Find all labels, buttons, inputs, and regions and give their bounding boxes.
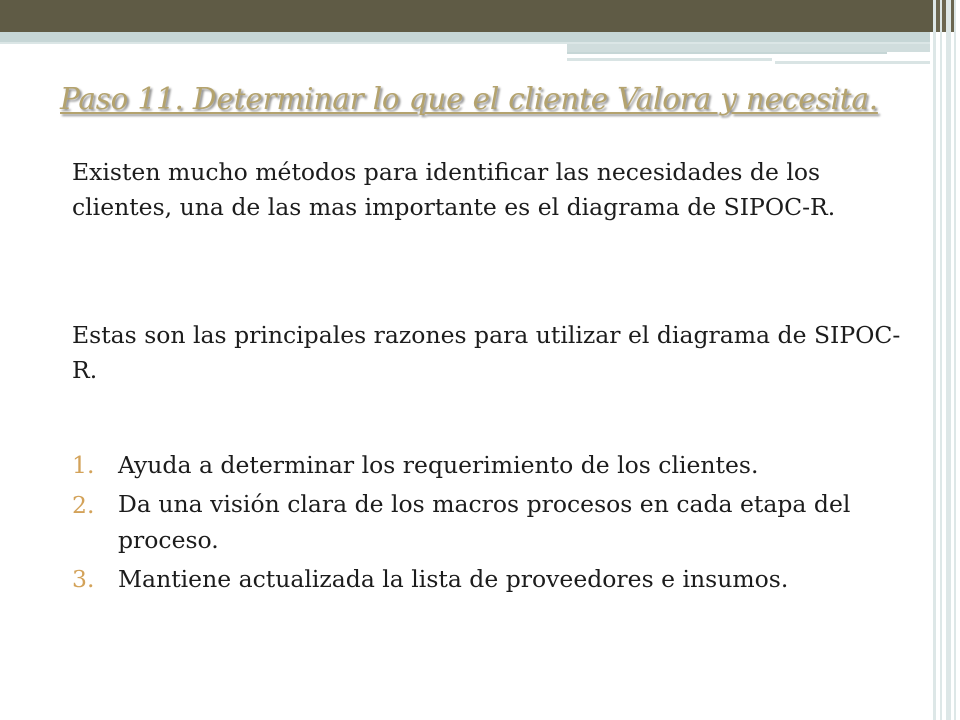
header-sub-bar: [567, 58, 772, 61]
list-item-text: Mantiene actualizada la lista de proveedores e insumos.: [118, 565, 789, 593]
list-item-text: Ayuda a determinar los requerimiento de los clientes.: [118, 451, 759, 479]
list-number: 1.: [72, 451, 95, 479]
slide-title: Paso 11. Determinar lo que el cliente Valora y necesita.: [60, 82, 878, 116]
header-accent-band: [0, 32, 930, 42]
list-number: 3.: [72, 565, 95, 593]
side-stripe-dark: [936, 0, 940, 32]
side-stripe: [933, 0, 936, 720]
side-stripe-dark: [951, 0, 954, 32]
intro-paragraph: Existen mucho métodos para identificar las necesidades de los clientes, una de las mas importante es el diagrama de SIPOC-R.: [72, 158, 836, 221]
list-item: [72, 560, 912, 598]
header-sub-bar: [567, 44, 930, 52]
header-sub-bar: [567, 52, 887, 54]
header-sub-bar: [775, 61, 930, 64]
side-stripe-dark: [942, 0, 946, 32]
side-stripe: [940, 0, 942, 720]
list-item: [72, 446, 912, 484]
side-stripe: [954, 0, 956, 720]
header-band: [0, 0, 933, 32]
list-item-text: Da una visión clara de los macros procesos en cada etapa del proceso.: [118, 490, 851, 554]
reasons-list: [72, 446, 912, 600]
reasons-paragraph: Estas son las principales razones para utilizar el diagrama de SIPOC-R.: [72, 321, 901, 384]
list-number: 2.: [72, 491, 95, 519]
side-stripe: [946, 0, 951, 720]
list-item: [72, 486, 912, 558]
